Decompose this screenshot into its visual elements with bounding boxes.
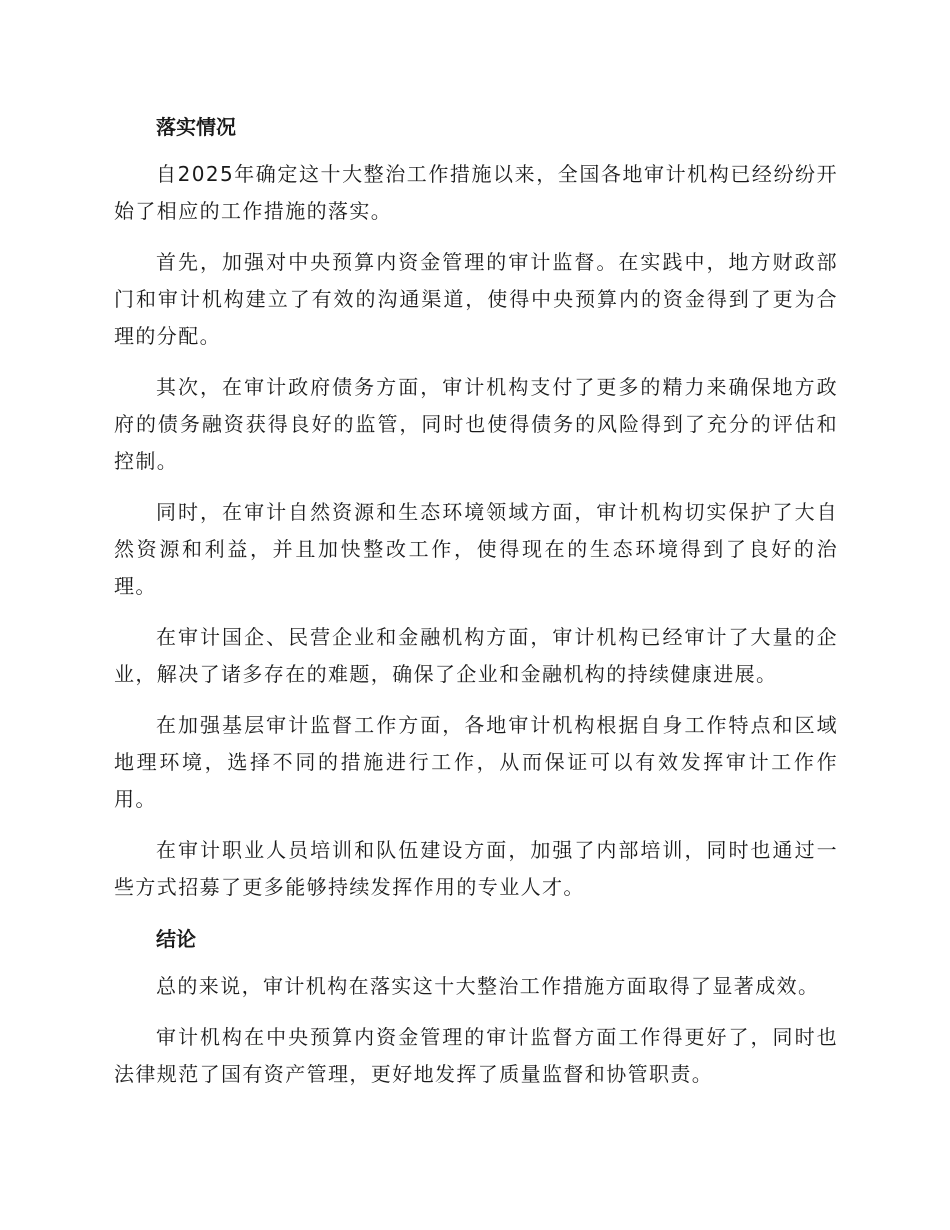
- paragraph: 审计机构在中央预算内资金管理的审计监督方面工作得更好了，同时也法律规范了国有资产管理，更好地发挥了质量监督和协管职责。: [114, 1025, 838, 1086]
- paragraph: 在审计职业人员培训和队伍建设方面，加强了内部培训，同时也通过一些方式招募了更多能够持续发挥作用的专业人才。: [114, 838, 838, 899]
- paragraph: 总的来说，审计机构在落实这十大整治工作措施方面取得了显著成效。: [156, 974, 820, 998]
- paragraph: 其次，在审计政府债务方面，审计机构支付了更多的精力来确保地方政府的债务融资获得良好的监管，同时也使得债务的风险得到了充分的评估和控制。: [114, 375, 838, 473]
- paragraph: 同时，在审计自然资源和生态环境领域方面，审计机构切实保护了大自然资源和利益，并且加快整改工作，使得现在的生态环境得到了良好的治理。: [114, 500, 838, 598]
- paragraph: 自2025年确定这十大整治工作措施以来，全国各地审计机构已经纷纷开始了相应的工作措施的落实。: [114, 162, 838, 223]
- section-heading-implementation: 落实情况: [156, 115, 236, 139]
- document-body: [114, 108, 838, 1107]
- paragraph: 在加强基层审计监督工作方面，各地审计机构根据自身工作特点和区域地理环境，选择不同的措施进行工作，从而保证可以有效发挥审计工作作用。: [114, 713, 838, 811]
- paragraph: 在审计国企、民营企业和金融机构方面，审计机构已经审计了大量的企业，解决了诸多存在的难题，确保了企业和金融机构的持续健康进展。: [114, 625, 838, 686]
- section-heading-conclusion: 结论: [156, 927, 196, 951]
- paragraph: 首先，加强对中央预算内资金管理的审计监督。在实践中，地方财政部门和审计机构建立了有效的沟通渠道，使得中央预算内的资金得到了更为合理的分配。: [114, 250, 838, 348]
